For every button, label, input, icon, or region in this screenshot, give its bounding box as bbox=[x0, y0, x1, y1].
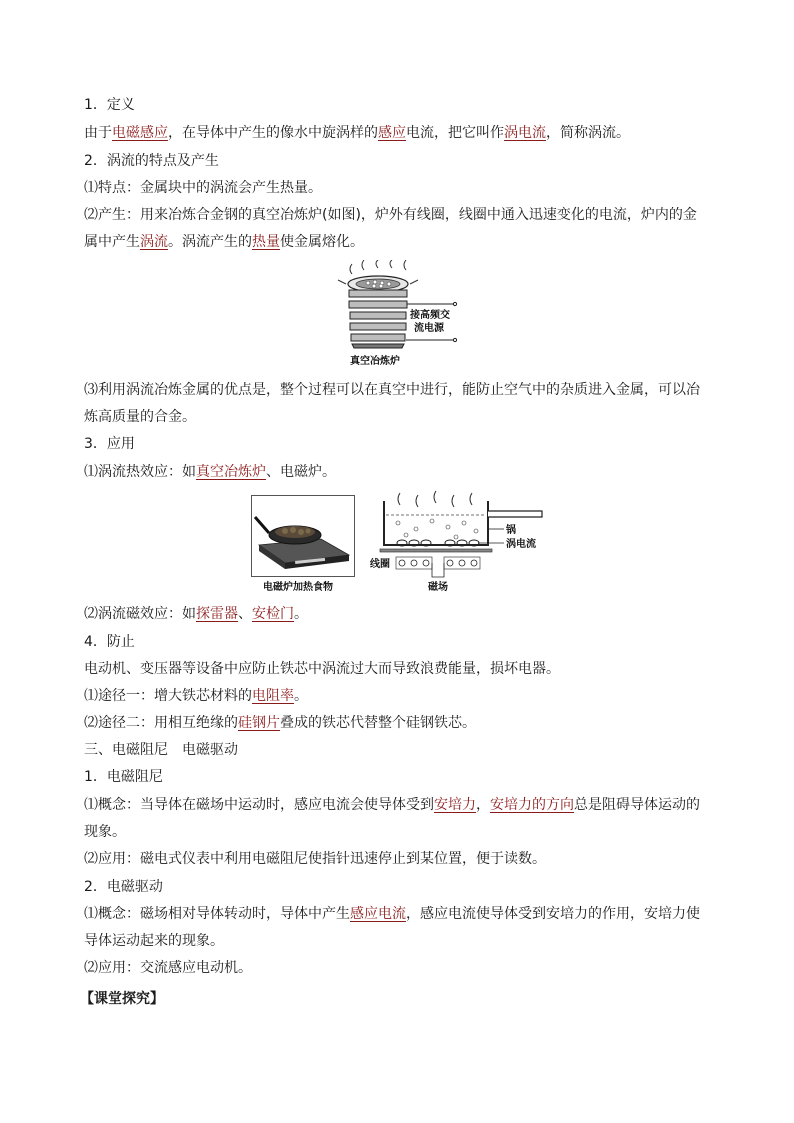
power-label-2: 流电源 bbox=[414, 323, 444, 334]
blank-ampere-force: 安培力 bbox=[434, 797, 476, 813]
definition-line: 由于电磁感应，在导体中产生的像水中旋涡样的感应电流，把它叫作涡电流，简称涡流。 bbox=[84, 125, 630, 141]
damping-concept-line-2: 现象。 bbox=[84, 824, 126, 840]
characteristic-line: ⑴特点：金属块中的涡流会产生热量。 bbox=[84, 180, 322, 196]
induction-cooker-figure bbox=[251, 495, 355, 595]
vacuum-furnace-figure bbox=[330, 260, 470, 370]
drive-concept-line-2: 导体运动起来的现象。 bbox=[84, 933, 224, 949]
blank-resistivity: 电阻率 bbox=[252, 688, 294, 704]
blank-induced-current: 感应电流 bbox=[350, 906, 406, 922]
blank-heat: 热量 bbox=[252, 234, 280, 250]
power-label-1: 接高频交 bbox=[410, 310, 450, 321]
blank-ampere-force-direction: 安培力的方向 bbox=[490, 797, 574, 813]
prevention-intro-line: 电动机、变压器等设备中应防止铁芯中涡流过大而导致浪费能量，损坏电器。 bbox=[84, 661, 560, 677]
advantage-line-1: ⑶利用涡流冶炼金属的优点是，整个过程可以在真空中进行，能防止空气中的杂质进入金属，可以冶 bbox=[84, 382, 700, 398]
pot-cross-section-diagram bbox=[370, 485, 550, 597]
coil-label: 线圈 bbox=[370, 559, 390, 570]
classroom-inquiry-heading: 【课堂探究】 bbox=[80, 991, 164, 1007]
blank-electromagnetic-induction: 电磁感应 bbox=[112, 125, 168, 141]
eddy-current-label: 涡电流 bbox=[506, 539, 536, 550]
generation-line-1: ⑵产生：用来冶炼合金钢的真空冶炼炉(如图)，炉外有线圈，线圈中通入迅速变化的电流，炉内的金 bbox=[84, 207, 697, 223]
drive-application-line: ⑵应用：交流感应电动机。 bbox=[84, 960, 252, 976]
blank-eddy: 涡流 bbox=[140, 234, 168, 250]
blank-vacuum-furnace: 真空冶炼炉 bbox=[196, 464, 266, 480]
blank-eddy-current: 涡电流 bbox=[504, 125, 546, 141]
method-2-line: ⑵途径二：用相互绝缘的硅钢片叠成的铁芯代替整个硅钢铁芯。 bbox=[84, 715, 476, 731]
blank-induced: 感应 bbox=[378, 125, 406, 141]
thermal-effect-line: ⑴涡流热效应：如真空冶炼炉、电磁炉。 bbox=[84, 464, 336, 480]
blank-security-gate: 安检门 bbox=[252, 606, 294, 622]
drive-title: 2．电磁驱动 bbox=[84, 879, 163, 895]
advantage-line-2: 炼高质量的合金。 bbox=[84, 409, 196, 425]
blank-silicon-steel-sheet: 硅钢片 bbox=[238, 715, 280, 731]
section-3-title: 3．应用 bbox=[84, 436, 135, 452]
heading-3: 三、电磁阻尼 电磁驱动 bbox=[84, 742, 238, 758]
furnace-caption: 真空冶炼炉 bbox=[350, 356, 400, 367]
pot-label: 锅 bbox=[506, 525, 516, 536]
damping-application-line: ⑵应用：磁电式仪表中利用电磁阻尼使指针迅速停止到某位置，便于读数。 bbox=[84, 851, 546, 867]
generation-line-2: 属中产生涡流。涡流产生的热量使金属熔化。 bbox=[84, 234, 364, 250]
magnetic-effect-line: ⑵涡流磁效应：如探雷器、安检门。 bbox=[84, 606, 308, 622]
blank-mine-detector: 探雷器 bbox=[196, 606, 238, 622]
magnetic-field-label: 磁场 bbox=[428, 582, 448, 593]
section-1-title: 1．定义 bbox=[84, 97, 135, 113]
drive-concept-line-1: ⑴概念：磁场相对导体转动时，导体中产生感应电流，感应电流使导体受到安培力的作用，安培力使 bbox=[84, 906, 700, 922]
method-1-line: ⑴途径一：增大铁芯材料的电阻率。 bbox=[84, 688, 308, 704]
section-2-title: 2．涡流的特点及产生 bbox=[84, 153, 219, 169]
damping-concept-line-1: ⑴概念：当导体在磁场中运动时，感应电流会使导体受到安培力，安培力的方向总是阻碍导体运动的 bbox=[84, 797, 700, 813]
section-4-title: 4．防止 bbox=[84, 634, 135, 650]
cooker-caption: 电磁炉加热食物 bbox=[263, 582, 333, 593]
damping-title: 1．电磁阻尼 bbox=[84, 769, 163, 785]
